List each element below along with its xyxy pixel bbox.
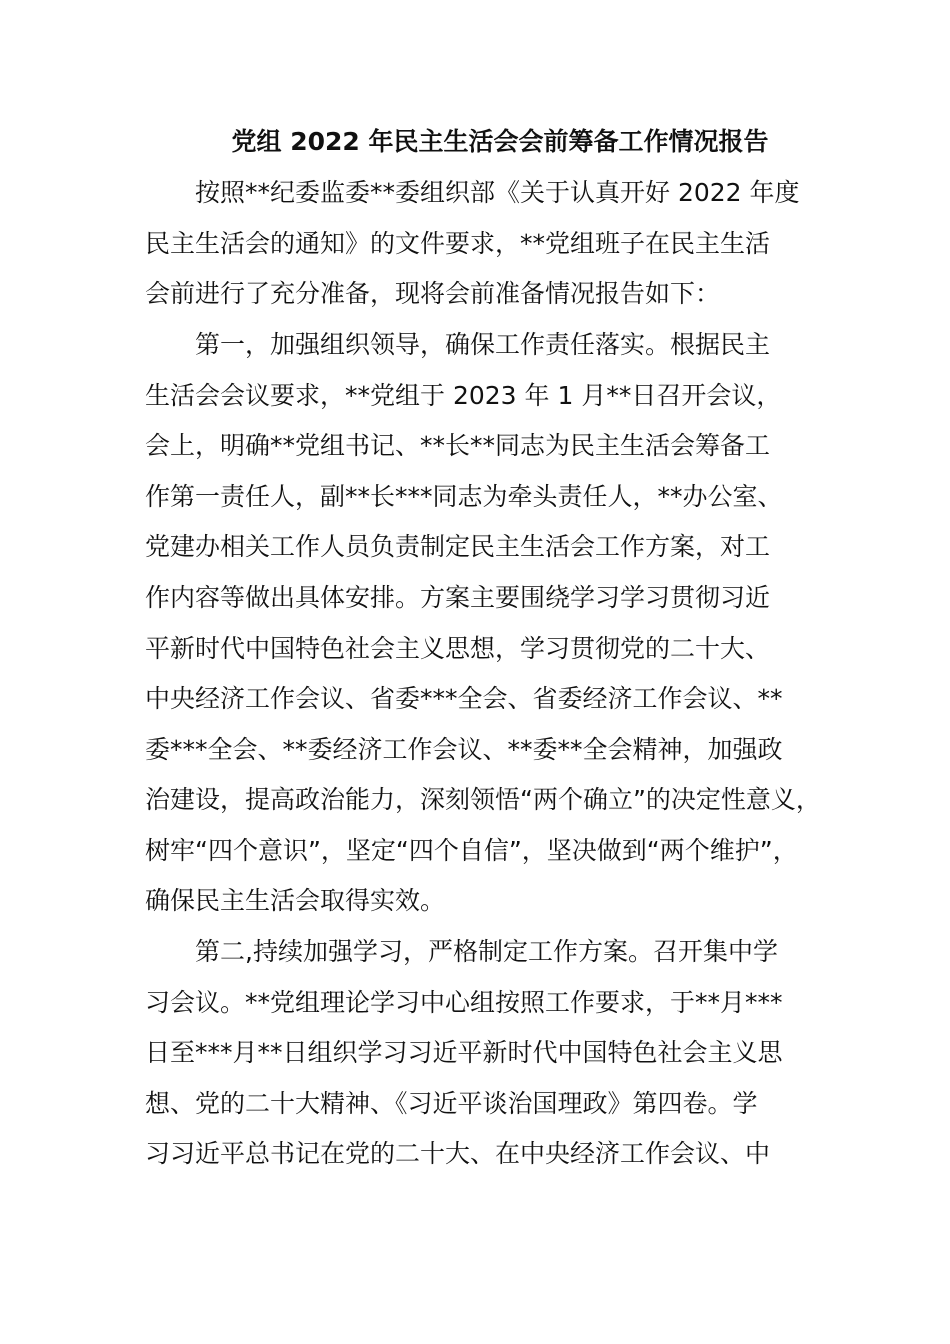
paragraph-2-line-11: 树牢“四个意识”，坚定“四个自信”，坚决做到“两个维护”，: [145, 836, 798, 865]
paragraph-3-line-4: 想、党的二十大精神、《习近平谈治国理政》第四卷。学: [145, 1089, 758, 1118]
paragraph-2-line-7: 平新时代中国特色社会主义思想，学习贯彻党的二十大、: [145, 634, 771, 663]
paragraph-2-line-9: 委***全会、**委经济工作会议、**委**全会精神，加强政: [145, 735, 783, 764]
paragraph-1-line-3: 会前进行了充分准备，现将会前准备情况报告如下：: [145, 279, 721, 308]
paragraph-2-line-2: 生活会会议要求，**党组于 2023 年 1 月**日召开会议，: [145, 381, 782, 410]
paragraph-2-line-8: 中央经济工作会议、省委***全会、省委经济工作会议、**: [145, 684, 783, 713]
paragraph-3-line-3: 日至***月**日组织学习习近平新时代中国特色社会主义思: [145, 1038, 783, 1067]
paragraph-2-line-10: 治建设，提高政治能力，深刻领悟“两个确立”的决定性意义，: [145, 785, 821, 814]
paragraph-1-line-1: 按照**纪委监委**委组织部《关于认真开好 2022 年度: [195, 178, 800, 207]
paragraph-2-line-4: 作第一责任人，副**长***同志为牵头责任人，**办公室、: [145, 482, 783, 511]
paragraph-3-line-1: 第二,持续加强学习，严格制定工作方案。召开集中学: [195, 937, 778, 966]
paragraph-2-line-3: 会上，明确**党组书记、**长**同志为民主生活会筹备工: [145, 431, 771, 460]
paragraph-1-line-2: 民主生活会的通知》的文件要求，**党组班子在民主生活: [145, 229, 771, 258]
paragraph-2-line-1: 第一，加强组织领导，确保工作责任落实。根据民主: [195, 330, 771, 359]
paragraph-3-line-2: 习会议。**党组理论学习中心组按照工作要求，于**月***: [145, 988, 783, 1017]
paragraph-3-line-5: 习习近平总书记在党的二十大、在中央经济工作会议、中: [145, 1139, 771, 1168]
paragraph-2-line-12: 确保民主生活会取得实效。: [145, 886, 446, 915]
paragraph-2-line-6: 作内容等做出具体安排。方案主要围绕学习学习贯彻习近: [145, 583, 771, 612]
paragraph-2-line-5: 党建办相关工作人员负责制定民主生活会工作方案，对工: [145, 532, 771, 561]
document-title: 党组 2022 年民主生活会会前筹备工作情况报告: [231, 127, 769, 156]
